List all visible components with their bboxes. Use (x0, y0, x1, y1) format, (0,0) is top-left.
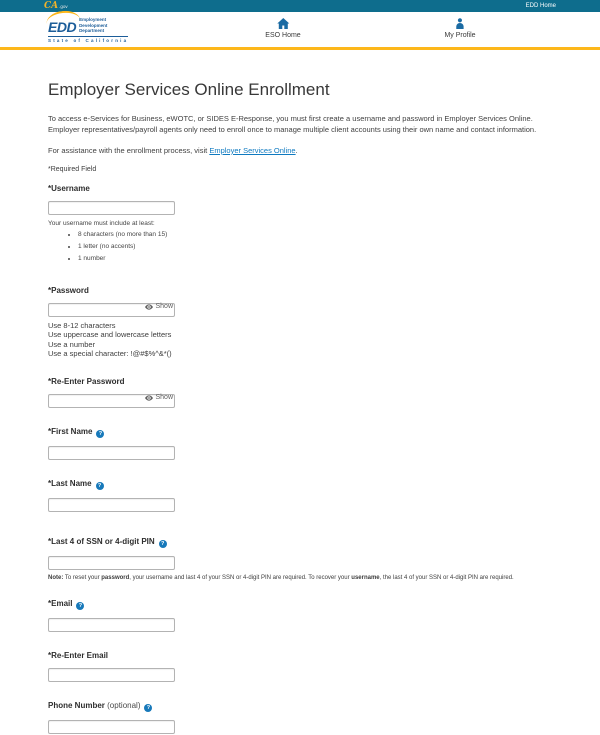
edd-logo-abbr: EDD (48, 18, 77, 35)
assistance-line (48, 146, 552, 155)
last-name-input[interactable] (48, 498, 175, 512)
required-field-note: *Required Field (48, 165, 97, 173)
email-input[interactable] (48, 618, 175, 632)
phone-help-icon[interactable]: ? (144, 704, 152, 712)
ssn-pin-help-icon[interactable]: ? (159, 540, 167, 548)
reenter-password-show-button[interactable] (145, 393, 173, 403)
password-show-button[interactable] (145, 302, 173, 312)
assistance-suffix: . (295, 145, 298, 155)
phone-label: Phone Number (optional) ? (48, 701, 552, 712)
username-label: *Username (48, 183, 90, 193)
username-field-group (48, 184, 552, 262)
reenter-password-label: *Re-Enter Password (48, 376, 125, 386)
reenter-email-field-group (48, 651, 552, 683)
site-header (0, 12, 600, 50)
ssn-pin-field-group (48, 537, 552, 581)
password-rule: Use a number (48, 339, 96, 349)
last-name-field-group (48, 479, 552, 513)
assistance-prefix: For assistance with the enrollment process, visit (48, 145, 210, 155)
username-req-item: • 8 characters (no more than 15) (78, 231, 552, 238)
password-rules (48, 321, 552, 359)
phone-field-group (48, 701, 552, 735)
eye-icon (145, 304, 153, 310)
email-help-icon[interactable]: ? (76, 602, 84, 610)
phone-input[interactable] (48, 720, 175, 734)
reenter-password-field-group (48, 377, 552, 409)
reenter-password-show-label: Show (155, 394, 173, 402)
edd-logo[interactable] (48, 17, 128, 43)
utility-topbar (0, 0, 600, 12)
reenter-email-label: *Re-Enter Email (48, 650, 109, 660)
nav-eso-home-label: ESO Home (265, 32, 301, 39)
first-name-help-icon[interactable]: ? (96, 430, 104, 438)
eye-icon (145, 395, 153, 401)
ssn-pin-input[interactable] (48, 556, 175, 570)
password-show-label: Show (155, 303, 173, 311)
ca-gov-logo[interactable] (44, 2, 68, 11)
edd-logo-lines: Employment Development Department (79, 17, 108, 34)
username-hint: Your username must include at least: (48, 219, 155, 227)
reenter-email-input[interactable] (48, 668, 175, 682)
username-requirements (48, 231, 552, 262)
employer-services-online-link[interactable]: Employer Services Online (209, 145, 296, 155)
last-name-help-icon[interactable]: ? (96, 482, 104, 490)
edd-logo-tagline: State of California (48, 37, 129, 43)
username-input[interactable] (48, 201, 175, 215)
nav-my-profile[interactable] (444, 18, 475, 39)
ca-gov-logo-ca: CA (44, 0, 59, 11)
home-icon (277, 18, 289, 29)
username-req-item: • 1 letter (no accents) (78, 243, 552, 250)
main-content (0, 50, 600, 735)
password-field-group (48, 286, 552, 359)
nav-eso-home[interactable] (265, 18, 300, 39)
edd-home-link[interactable]: EDD Home (525, 3, 556, 9)
ssn-pin-label: *Last 4 of SSN or 4-digit PIN ? (48, 537, 552, 548)
username-req-item: • 1 number (78, 255, 552, 262)
password-rule: Use 8-12 characters (48, 320, 116, 330)
page-title: Employer Services Online Enrollment (48, 80, 330, 99)
first-name-label: *First Name ? (48, 427, 552, 438)
intro-paragraph: To access e-Services for Business, eWOTC, or SIDES E-Response, you must first create a username and password in Employer Services Online. Employer representatives/payroll agents only need to enroll once to manage multiple client accounts using their own name and contact information. (48, 114, 537, 134)
email-label: *Email ? (48, 599, 552, 610)
first-name-field-group (48, 427, 552, 461)
password-label: *Password (48, 285, 89, 295)
password-rule: Use uppercase and lowercase letters (48, 330, 172, 340)
ca-gov-logo-gov: .gov (59, 3, 68, 9)
nav-my-profile-label: My Profile (444, 32, 476, 39)
first-name-input[interactable] (48, 446, 175, 460)
email-field-group (48, 599, 552, 633)
person-icon (455, 18, 466, 29)
password-rule: Use a special character: !@#$%^&*() (48, 349, 172, 359)
last-name-label: *Last Name ? (48, 479, 552, 490)
ssn-pin-note: Note: To reset your password, your username and last 4 of your SSN or 4-digit PIN are required. To recover your username, the last 4 of your SSN or 4-digit PIN are required. (48, 574, 514, 581)
